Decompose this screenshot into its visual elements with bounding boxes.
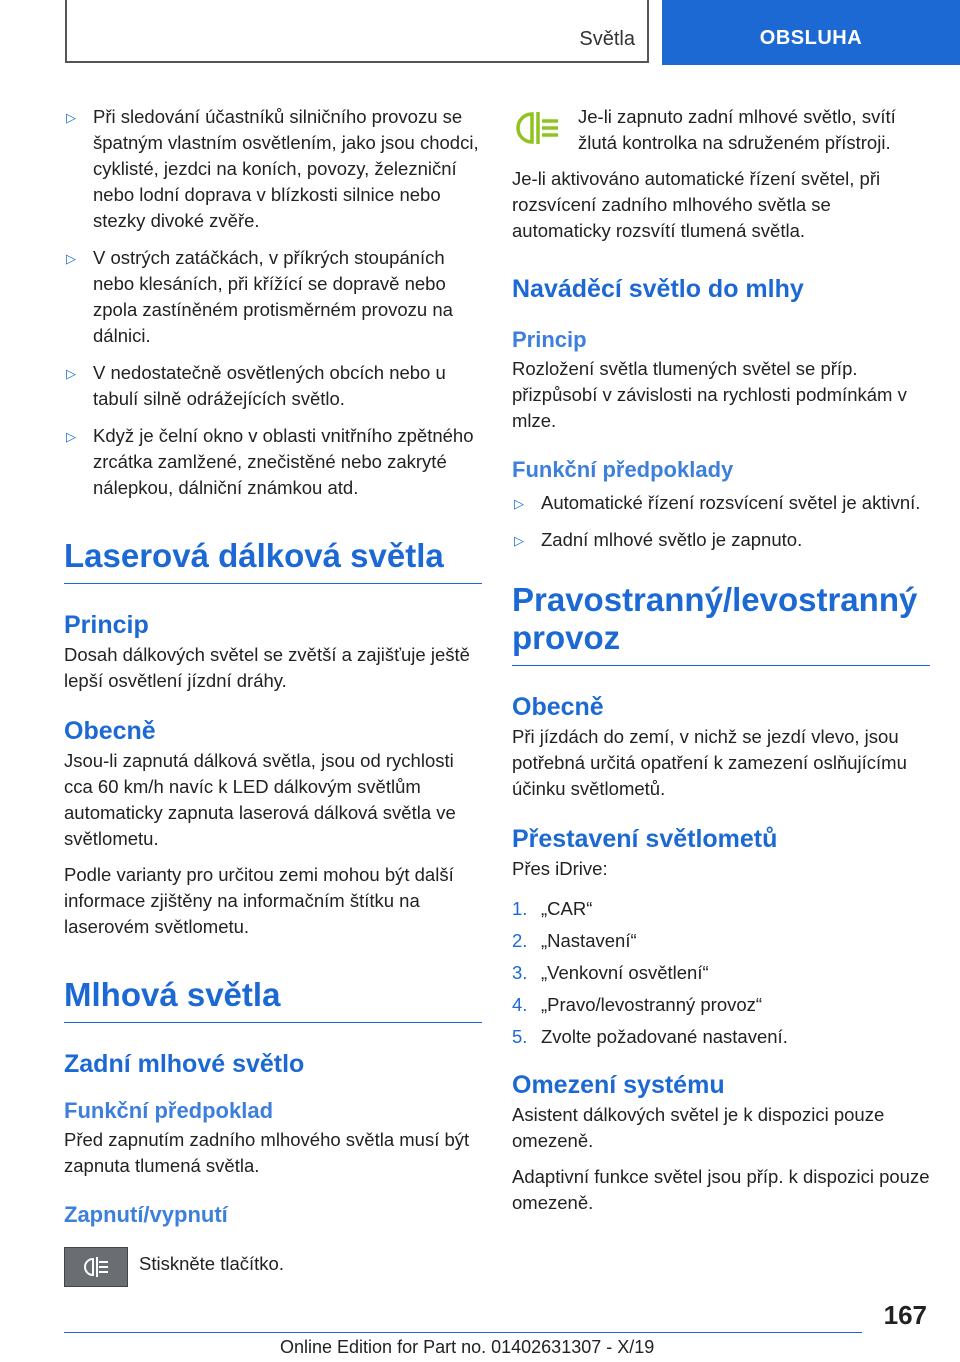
paragraph: Před zapnutím zadního mlhového světla musí být zapnuta tlumená světla.: [64, 1129, 470, 1176]
rear-fog-indicator-icon: [512, 108, 568, 148]
left-column: [64, 104, 482, 1295]
conditions-list: [64, 104, 482, 501]
list-item: 1. „CAR“: [512, 898, 593, 919]
header-frame: [65, 0, 649, 63]
rear-fog-button-image: [64, 1247, 128, 1287]
list-item: 5. Zvolte požadované nastavení.: [512, 1026, 788, 1047]
section-title-laser: Laserová dálková světla: [64, 537, 482, 584]
paragraph: Dosah dálkových světel se zvětší a zajišťuje ještě lepší osvětlení jízdní dráhy.: [64, 644, 470, 691]
list-item: ▷ Při sledování účastníků silničního provozu se špatným vlastním osvětlením, jako jsou chodci, cyklisté, jezdci na koních, povozy, železniční nebo lodní doprava v blízkosti silnice nebo stezky divoké zvěře.: [66, 106, 479, 231]
list-item: ▷ Zadní mlhové světlo je zapnuto.: [512, 527, 930, 553]
subsection-title-conditions: Funkční předpoklady: [512, 457, 734, 482]
list-item: ▷ V ostrých zatáčkách, v příkrých stoupáních nebo klesáních, při křížící se dopravě nebo zpola zastíněném protisměrném provozu na dálnici.: [66, 247, 453, 346]
paragraph: Asistent dálkových světel je k dispozici pouze omezeně.: [512, 1104, 885, 1151]
triangle-right-icon: ▷: [66, 429, 76, 444]
paragraph: Při jízdách do zemí, v nichž se jezdí vlevo, jsou potřebná určitá opatření k zamezení oslňujícímu účinku světlometů.: [512, 726, 907, 799]
triangle-right-icon: ▷: [66, 110, 76, 125]
section-title-traffic: Pravostranný/levostranný provoz: [512, 581, 930, 666]
footer-divider: [64, 1332, 862, 1333]
triangle-right-icon: ▷: [514, 496, 524, 511]
list-item: 2. „Nastavení“: [512, 930, 637, 951]
steps-list: [512, 896, 930, 1050]
subsection-title-obecne: Obecně: [512, 693, 604, 721]
list-item: ▷ Automatické řízení rozsvícení světel je aktivní.: [512, 490, 930, 516]
page-number: 167: [883, 1300, 927, 1330]
list-item: ▷ Když je čelní okno v oblasti vnitřního zpětného zrcátka zamlžené, znečistěné nebo zakryté nálepkou, dálniční známkou atd.: [66, 425, 474, 498]
subsection-title-adjust: Přestavení světlometů: [512, 825, 778, 853]
paragraph: Je-li zapnuto zadní mlhové světlo, svítí žlutá kontrolka na sdruženém přístroji.: [578, 106, 896, 153]
header-chapter-tab: OBSLUHA: [662, 0, 960, 65]
subsubsection-title-condition: Funkční předpoklad: [64, 1098, 274, 1123]
subsection-title-rear-fog: Zadní mlhové světlo: [64, 1050, 305, 1078]
triangle-right-icon: ▷: [514, 533, 524, 548]
paragraph: Je-li aktivováno automatické řízení světel, při rozsvícení zadního mlhového světla se automaticky rozsvítí tlumená světla.: [512, 168, 881, 241]
paragraph: Adaptivní funkce světel jsou příp. k dispozici pouze omezeně.: [512, 1166, 930, 1213]
paragraph: Přes iDrive:: [512, 858, 608, 879]
subsection-title-limits: Omezení systému: [512, 1071, 725, 1099]
triangle-right-icon: ▷: [66, 366, 76, 381]
right-column: [512, 106, 930, 1226]
subsection-title-princip: Princip: [512, 327, 587, 352]
subsection-title-princip: Princip: [64, 611, 149, 639]
list-item: ▷ V nedostatečně osvětlených obcích nebo u tabulí silně odrážejících světlo.: [66, 362, 446, 409]
section-title-nav-fog: Naváděcí světlo do mlhy: [512, 275, 804, 303]
paragraph: Podle varianty pro určitou zemi mohou být další informace zjištěny na informačním štítku na laserovém světlometu.: [64, 864, 454, 937]
list-item: 3. „Venkovní osvětlení“: [512, 962, 709, 983]
rear-fog-lamp-icon: [81, 1255, 111, 1279]
conditions-list: [512, 490, 930, 553]
button-instruction: [64, 1243, 482, 1295]
indicator-row: [512, 104, 930, 166]
subsection-title-obecne: Obecně: [64, 717, 156, 745]
list-item: 4. „Pravo/levostranný provoz“: [512, 994, 763, 1015]
triangle-right-icon: ▷: [66, 251, 76, 266]
paragraph: Jsou-li zapnutá dálková světla, jsou od rychlosti cca 60 km/h navíc k LED dálkovým světlům automaticky zapnuta laserová dálková světla ve světlometu.: [64, 750, 456, 849]
header-section-title: Světla: [579, 28, 635, 50]
footer-edition: Online Edition for Part no. 01402631307 - X/19: [280, 1337, 655, 1357]
subsubsection-title-onoff: Zapnutí/vypnutí: [64, 1202, 228, 1227]
paragraph: Stiskněte tlačítko.: [139, 1253, 284, 1274]
section-title-fog: Mlhová světla: [64, 976, 482, 1023]
paragraph: Rozložení světla tlumených světel se příp. přizpůsobí v závislosti na rychlosti podmínkám v mlze.: [512, 358, 907, 431]
